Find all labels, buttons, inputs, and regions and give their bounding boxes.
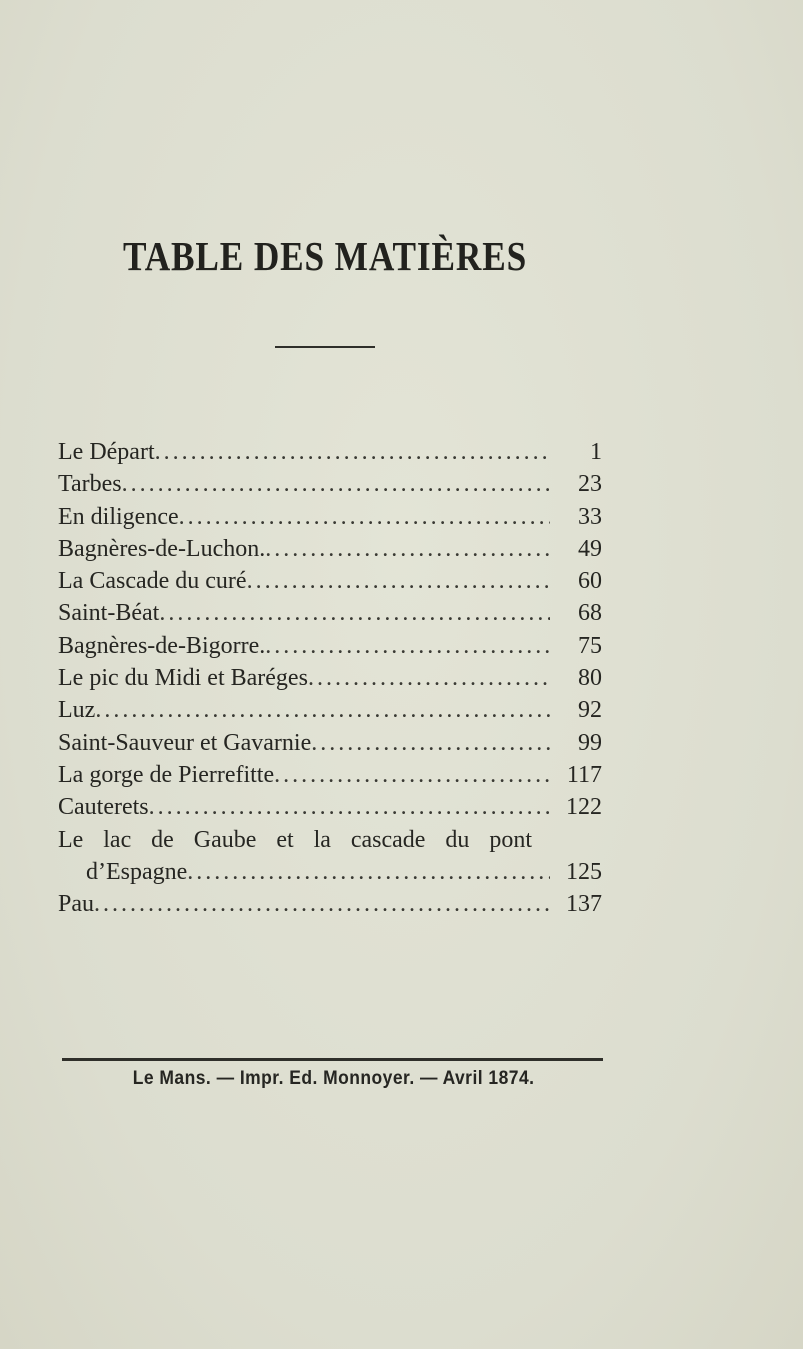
leader-dots — [265, 533, 550, 565]
toc-entry — [58, 791, 602, 823]
leader-dots — [122, 468, 550, 500]
toc-entry-page: 33 — [578, 503, 602, 530]
toc-entry — [58, 533, 602, 565]
leader-dots — [265, 630, 550, 662]
page-title: TABLE DES MATIÈRES — [122, 233, 528, 279]
toc-entry-label: Saint-Béat — [58, 600, 160, 627]
leader-dots — [179, 501, 550, 533]
toc-entry — [58, 436, 602, 468]
toc-entry-page: 122 — [566, 794, 602, 821]
toc-entry-page: 99 — [578, 729, 602, 756]
leader-dots — [274, 759, 550, 791]
toc-entry-label: Le Départ — [58, 439, 155, 465]
leader-dots — [149, 791, 550, 823]
toc-entry — [58, 630, 602, 662]
toc-entry-label: Saint-Sauveur et Gavarnie — [58, 729, 312, 756]
toc-entry-label: Le pic du Midi et Baréges — [58, 665, 308, 692]
leader-dots — [247, 565, 550, 597]
toc-entry-label: En diligence — [58, 503, 179, 530]
toc-entry — [58, 501, 602, 533]
toc-entry — [58, 759, 602, 791]
toc-entry — [58, 468, 602, 500]
toc-entry-page: 80 — [578, 665, 602, 692]
toc-entry-label: Tarbes — [58, 471, 122, 498]
toc-entry — [58, 824, 602, 856]
toc-entry — [58, 662, 602, 694]
toc-entry — [58, 565, 602, 597]
toc-entry-page: 1 — [590, 439, 602, 465]
toc-entry-label: Bagnères-de-Luchon. — [58, 535, 266, 562]
toc-entry-page: 60 — [578, 568, 602, 595]
toc-entry-page: 92 — [578, 697, 602, 724]
toc-entry-page: 117 — [566, 761, 602, 788]
toc-entry — [58, 888, 602, 920]
title-divider — [275, 346, 375, 348]
leader-dots — [95, 694, 550, 726]
toc-entry-label: La Cascade du curé — [58, 568, 247, 595]
leader-dots — [159, 597, 550, 629]
toc-entry-page: 75 — [578, 632, 602, 659]
toc-entry-page: 23 — [578, 471, 602, 498]
toc-entry-label: Pau — [58, 891, 94, 918]
toc-entry-page: 137 — [566, 891, 602, 918]
toc-entry-label: La gorge de Pierrefitte — [58, 761, 275, 788]
footer-divider — [62, 1058, 603, 1061]
toc-entry — [58, 694, 602, 726]
toc-entry — [58, 727, 602, 759]
toc-entry-label: Luz — [58, 697, 96, 724]
leader-dots — [308, 662, 550, 694]
leader-dots — [94, 888, 550, 920]
toc-entry — [58, 597, 602, 629]
toc-entry-page: 125 — [566, 858, 602, 885]
toc-entry-label: Bagnères-de-Bigorre. — [58, 632, 266, 659]
toc-entry-label: Cauterets — [58, 794, 149, 821]
leader-dots — [187, 856, 550, 888]
leader-dots — [311, 727, 550, 759]
toc-entry-label: d’Espagne — [86, 858, 188, 885]
table-of-contents — [58, 436, 602, 920]
toc-entry-page: 68 — [578, 600, 602, 627]
printer-imprint: Le Mans. — Impr. Ed. Monnoyer. — Avril 1874. — [132, 1068, 535, 1089]
leader-dots — [155, 436, 550, 468]
toc-entry-label: Le lac de Gaube et la cascade du pont — [58, 826, 532, 853]
toc-entry-continuation — [58, 856, 602, 888]
toc-entry-page: 49 — [578, 535, 602, 562]
